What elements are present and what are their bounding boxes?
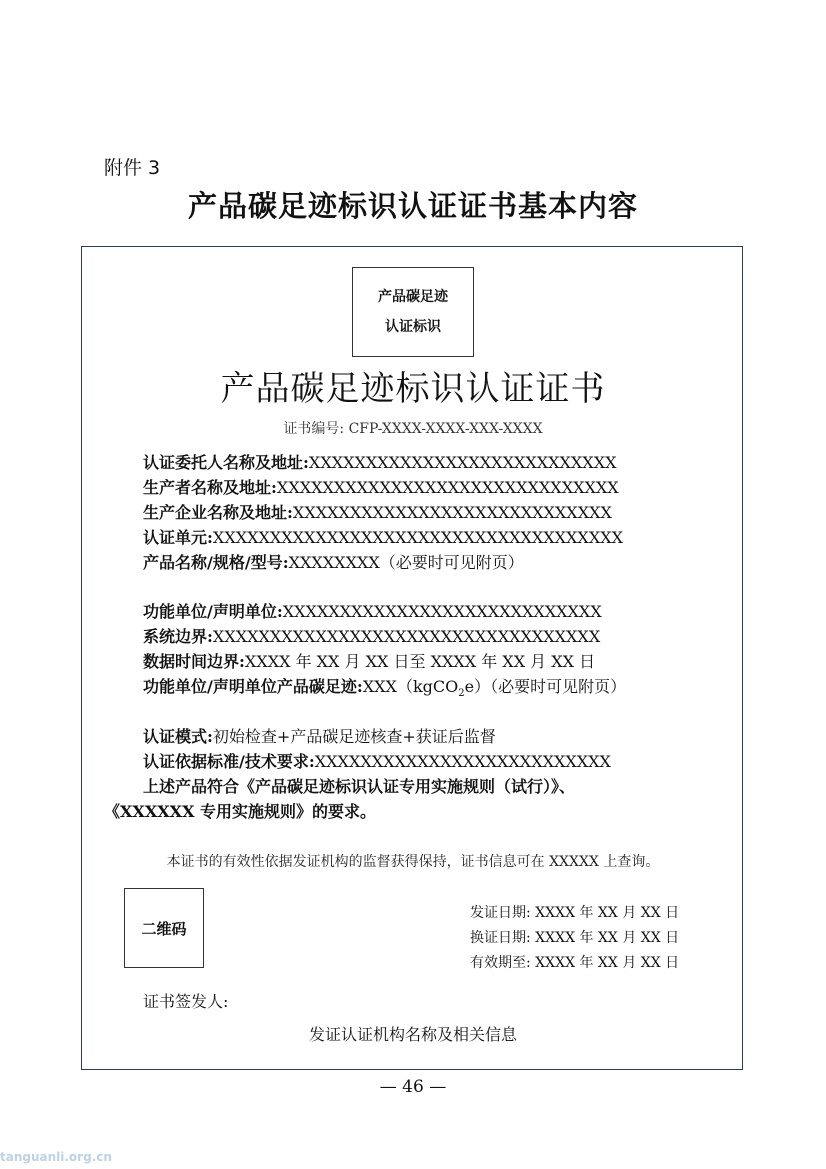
field-label: 数据时间边界: — [143, 652, 245, 671]
validity-note: 本证书的有效性依据发证机构的监督获得保持，证书信息可在 XXXXX 上查询。 — [166, 854, 660, 870]
document-title: 产品碳足迹标识认证证书基本内容 — [187, 189, 638, 223]
qr-code-placeholder — [124, 888, 204, 968]
field-value: 初始检查+产品碳足迹核查+获证后监督 — [212, 727, 496, 746]
field-cert-mode — [143, 726, 496, 748]
field-producer — [143, 477, 619, 499]
certificate-number: 证书编号: CFP-XXXX-XXXX-XXX-XXXX — [283, 421, 543, 437]
field-value: XXXXXXXXXXXXXXXXXXXXXXXXXX — [314, 752, 611, 771]
field-value: XXXXXXXX（必要时可见附页） — [288, 553, 524, 572]
field-standard — [143, 751, 611, 773]
field-system-boundary — [143, 626, 600, 648]
field-label: 生产企业名称及地址: — [143, 503, 293, 522]
valid-until: 有效期至: XXXX 年 XX 月 XX 日 — [470, 955, 680, 971]
field-label: 生产者名称及地址: — [143, 478, 277, 497]
statement-line-1: 上述产品符合《产品碳足迹标识认证专用实施规则（试行）》、 — [143, 777, 576, 796]
mark-line-2: 认证标识 — [385, 319, 441, 335]
field-value: XXXXXXXXXXXXXXXXXXXXXXXXXXXX — [292, 503, 612, 522]
field-label: 认证模式: — [143, 727, 213, 746]
qr-label: 二维码 — [141, 919, 187, 938]
field-manufacturer — [143, 502, 612, 524]
field-value: XXXXXXXXXXXXXXXXXXXXXXXXXXXXXX — [276, 478, 619, 497]
watermark: tanguanli.org.cn — [0, 1150, 112, 1164]
signer-label: 证书签发人: — [143, 992, 229, 1011]
issue-date: 发证日期: XXXX 年 XX 月 XX 日 — [470, 905, 680, 921]
field-functional-unit — [143, 601, 602, 623]
field-client — [143, 452, 616, 474]
field-carbon-footprint — [143, 676, 626, 705]
renew-date: 换证日期: XXXX 年 XX 月 XX 日 — [470, 930, 680, 946]
field-value: XXXX 年 XX 月 XX 日至 XXXX 年 XX 月 XX 日 — [244, 652, 596, 671]
certification-mark-box — [352, 267, 474, 357]
field-label: 产品名称/规格/型号: — [143, 553, 289, 572]
field-label: 认证委托人名称及地址: — [143, 453, 309, 472]
attachment-label: 附件 3 — [104, 157, 161, 179]
field-value: XXXXXXXXXXXXXXXXXXXXXXXXXXXXXXXXXXXX — [212, 528, 623, 547]
field-label: 认证单元: — [143, 528, 213, 547]
statement-line-2: 《XXXXXX 专用实施规则》的要求。 — [104, 802, 377, 821]
field-label: 功能单位/声明单位: — [143, 602, 283, 621]
field-value: XXXXXXXXXXXXXXXXXXXXXXXXXXX — [308, 453, 617, 472]
field-value: XXXXXXXXXXXXXXXXXXXXXXXXXXXX — [282, 602, 602, 621]
field-product — [143, 552, 524, 574]
mark-line-1: 产品碳足迹 — [378, 289, 448, 305]
field-label: 认证依据标准/技术要求: — [143, 752, 315, 771]
issuer-info: 发证认证机构名称及相关信息 — [308, 1025, 517, 1044]
field-unit — [143, 527, 623, 549]
field-value: XXX（kgCO$_2$e）（必要时可见附页） — [362, 677, 627, 700]
certificate-title: 产品碳足迹标识认证证书 — [220, 369, 606, 409]
field-value: XXXXXXXXXXXXXXXXXXXXXXXXXXXXXXXXXX — [212, 627, 601, 646]
field-time-boundary — [143, 651, 595, 673]
page-number: — 46 — — [379, 1077, 447, 1097]
field-label: 系统边界: — [143, 627, 213, 646]
field-label: 功能单位/声明单位产品碳足迹: — [143, 677, 363, 696]
